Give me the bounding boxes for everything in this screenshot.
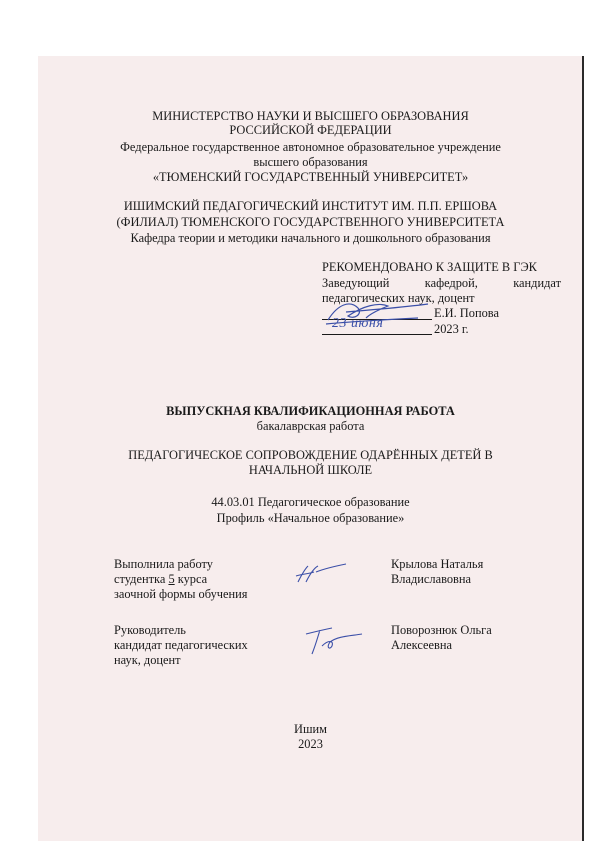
student-label-1: Выполнила работу xyxy=(114,557,213,571)
specialty-code: 44.03.01 Педагогическое образование xyxy=(211,495,410,509)
work-title-line1: ПЕДАГОГИЧЕСКОЕ СОПРОВОЖДЕНИЕ ОДАРЁННЫХ ДЕТЕЙ В xyxy=(128,448,493,462)
supervisor-label-1: Руководитель xyxy=(114,623,186,637)
footer-city: Ишим xyxy=(294,722,327,736)
work-type: ВЫПУСКНАЯ КВАЛИФИКАЦИОННАЯ РАБОТА xyxy=(166,404,455,418)
student-label-suffix: курса xyxy=(174,572,208,586)
approval-year: 2023 г. xyxy=(434,322,469,336)
higher-education-line: высшего образования xyxy=(253,155,368,169)
branch-name: (ФИЛИАЛ) ТЮМЕНСКОГО ГОСУДАРСТВЕННОГО УНИВЕРСИТЕТА xyxy=(116,215,505,229)
supervisor-label-3: наук, доцент xyxy=(114,653,181,667)
student-course: 5 xyxy=(168,572,175,586)
work-title-line2: НАЧАЛЬНОЙ ШКОЛЕ xyxy=(248,463,373,477)
department-name: Кафедра теории и методики начального и дошкольного образования xyxy=(130,231,491,245)
approval-title: РЕКОМЕНДОВАНО К ЗАЩИТЕ В ГЭК xyxy=(322,260,537,274)
university-name: «ТЮМЕНСКИЙ ГОСУДАРСТВЕННЫЙ УНИВЕРСИТЕТ» xyxy=(152,170,469,184)
institute-name: ИШИМСКИЙ ПЕДАГОГИЧЕСКИЙ ИНСТИТУТ ИМ. П.П. ЕРШОВА xyxy=(123,199,498,213)
approval-name: Е.И. Попова xyxy=(434,306,499,320)
student-label-2 xyxy=(114,572,207,586)
approval-role-word: кафедрой, xyxy=(424,276,478,290)
student-label-prefix: студентка xyxy=(114,572,169,586)
student-name-1: Крылова Наталья xyxy=(391,557,484,571)
student-signature xyxy=(292,560,352,590)
ministry-line: МИНИСТЕРСТВО НАУКИ И ВЫСШЕГО ОБРАЗОВАНИЯ xyxy=(152,109,469,123)
supervisor-name-2: Алексеевна xyxy=(391,638,452,652)
supervisor-signature xyxy=(298,624,368,660)
approval-role-word: кандидат xyxy=(513,276,561,290)
approval-role-line2: педагогических наук, доцент xyxy=(322,291,475,305)
approval-role-word: Заведующий xyxy=(322,276,390,290)
institution-type-line: Федеральное государственное автономное образовательное учреждение xyxy=(120,140,501,154)
work-subtype: бакалаврская работа xyxy=(256,419,365,433)
study-profile: Профиль «Начальное образование» xyxy=(216,511,405,525)
supervisor-name-1: Поворознюк Ольга xyxy=(391,623,492,637)
student-label-3: заочной формы обучения xyxy=(114,587,248,601)
footer-year: 2023 xyxy=(298,737,323,751)
approval-role xyxy=(322,276,561,290)
supervisor-label-2: кандидат педагогических xyxy=(114,638,248,652)
approval-handwritten-date: 23 июня xyxy=(332,316,384,331)
federation-line: РОССИЙСКОЙ ФЕДЕРАЦИИ xyxy=(229,123,392,137)
student-name-2: Владиславовна xyxy=(391,572,472,586)
